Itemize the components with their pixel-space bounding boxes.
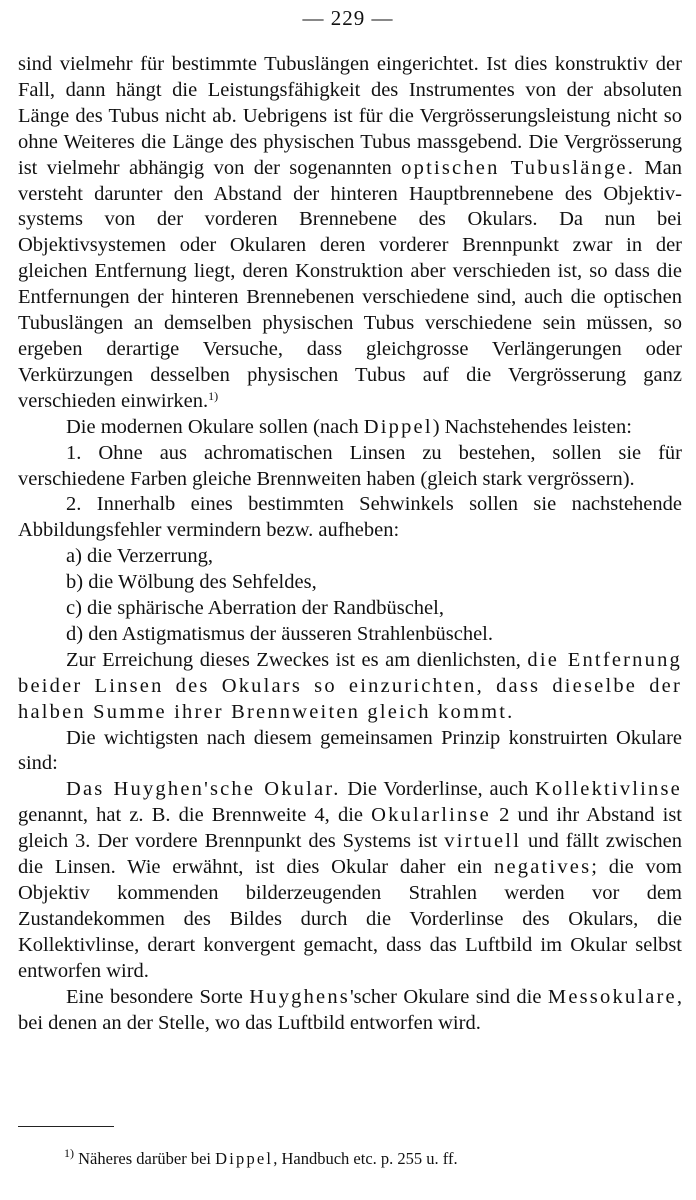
footnote-text: , Handbuch etc. p. 255 u. ff. [273, 1149, 458, 1168]
paragraph-text: Eine besondere Sorte [66, 985, 250, 1008]
paragraph-text: ; die vom Objektiv kommenden bilderzeugenden Strahlen werden vor dem Zustandekommen des Bildes durch die Vorderlinse des Okulars, die Kollektivlinse, derart konvergent gemacht, dass das Luftbild im Okular selbst entworfen wird. [18, 856, 683, 982]
term-optische-tubuslaenge: optischen Tubuslänge. [401, 156, 636, 179]
paragraph-text: Die modernen Okulare sollen (nach [66, 415, 364, 438]
emphasized-rule: die Entfernung beider Linsen des Okulars so einzurichten, dass dieselbe der halben Summe ihrer Brennweiten gleich kommt. [18, 648, 682, 723]
term-huyghens: Huyghens [249, 985, 350, 1008]
paragraph-text: sind vielmehr für bestimmte Tubuslängen eingerichtet. Ist dies konstruktiv der Fall, dann hängt die Leistungsfähigkeit des Instrumentes von der absoluten Länge des Tubus nicht ab. Uebrigens ist für die Vergrösserungsleistung nicht so ohne Weiteres die Länge des physischen Tubus massgebend. Die Vergrösserung ist vielmehr abhängig von der sogenannten [18, 53, 682, 179]
term-okularlinse: Okularlinse [371, 804, 491, 827]
paragraph-wichtigste-okulare: Die wichtigsten nach diesem gemeinsamen Prinzip konstruirten Okulare sind: [18, 726, 682, 775]
author-name: Dippel [363, 415, 433, 438]
paragraph-tubus [18, 52, 682, 415]
paragraph-messokulare [18, 985, 682, 1037]
footnote-text: Näheres darüber bei [74, 1149, 216, 1168]
list-item-1: 1. Ohne aus achromatischen Linsen zu bestehen, sollen sie für verschiedene Farben gleiche Brennweiten haben (gleich stark vergrössern). [18, 441, 682, 490]
paragraph-text: , bei denen an der Stelle, wo das Luftbild entworfen wird. [18, 985, 682, 1034]
paragraph-text: Man versteht darunter den Abstand der hinteren Hauptbrennebene des Objektivsystems von der vorderen Brennebene des Okulars. Da nun bei Objektivsystemen oder Okularen deren vorderer Brennpunkt zwar in der gleichen Entfernung liegt, deren Konstruktion aber verschieden ist, so dass die Entfernungen der hinteren Brennebenen verschiedene sind, auch die optischen Tubuslängen an demselben physischen Tubus verschiedene sein müssen, so ergeben derartige Versuche, dass gleichgrosse Verlängerungen oder Verkürzungen desselben physischen Tubus auf die Vergrösserung ganz verschieden einwirken. [18, 156, 682, 412]
term-kollektivlinse: Kollektivlinse [535, 778, 682, 801]
footnote-marker: 1) [64, 1146, 74, 1160]
paragraph-huyghens-okular [18, 777, 682, 984]
term-huyghens-okular: Das Huyghen'sche Okular. [66, 778, 341, 801]
footnote [64, 1148, 684, 1170]
paragraph-text: Die Vorderlinse, auch [340, 778, 536, 801]
paragraph-text: 2 und ihr Abstand ist gleich 3. Der vordere Brennpunkt des Systems ist [18, 804, 683, 853]
paragraph-zweck [18, 648, 682, 726]
paragraph-text: Zur Erreichung dieses Zweckes ist es am dienlichsten, [66, 648, 528, 671]
footnote-reference: 1) [208, 388, 219, 403]
body-text [18, 52, 682, 1036]
list-item-c: c) die sphärische Aberration der Randbüschel, [66, 597, 444, 620]
term-virtuell: virtuell [444, 830, 522, 853]
list-item-d: d) den Astigmatismus der äusseren Strahlenbüschel. [66, 622, 493, 645]
paragraph-text: genannt, hat z. B. die Brennweite 4, die [18, 804, 372, 827]
footnote-author: Dippel [215, 1149, 274, 1168]
term-negatives: negatives [494, 856, 592, 879]
paragraph-okulare-intro [18, 415, 682, 441]
paragraph-text: 'scher Okulare sind die [349, 985, 548, 1008]
list-item-2: 2. Innerhalb eines bestimmten Sehwinkels sollen sie nachstehende Abbildungsfehler vermindern bezw. aufheben: [18, 493, 682, 542]
list-item-b: b) die Wölbung des Sehfeldes, [66, 571, 317, 594]
paragraph-text: und fällt zwischen die Linsen. Wie erwähnt, ist dies Okular daher ein [18, 830, 682, 879]
term-messokulare: Messokulare [547, 985, 677, 1008]
paragraph-text: ) Nachstehendes leisten: [432, 415, 632, 438]
footnote-divider [18, 1126, 114, 1127]
page-number: — 229 — [302, 6, 394, 30]
list-item-a: a) die Verzerrung, [66, 545, 214, 568]
